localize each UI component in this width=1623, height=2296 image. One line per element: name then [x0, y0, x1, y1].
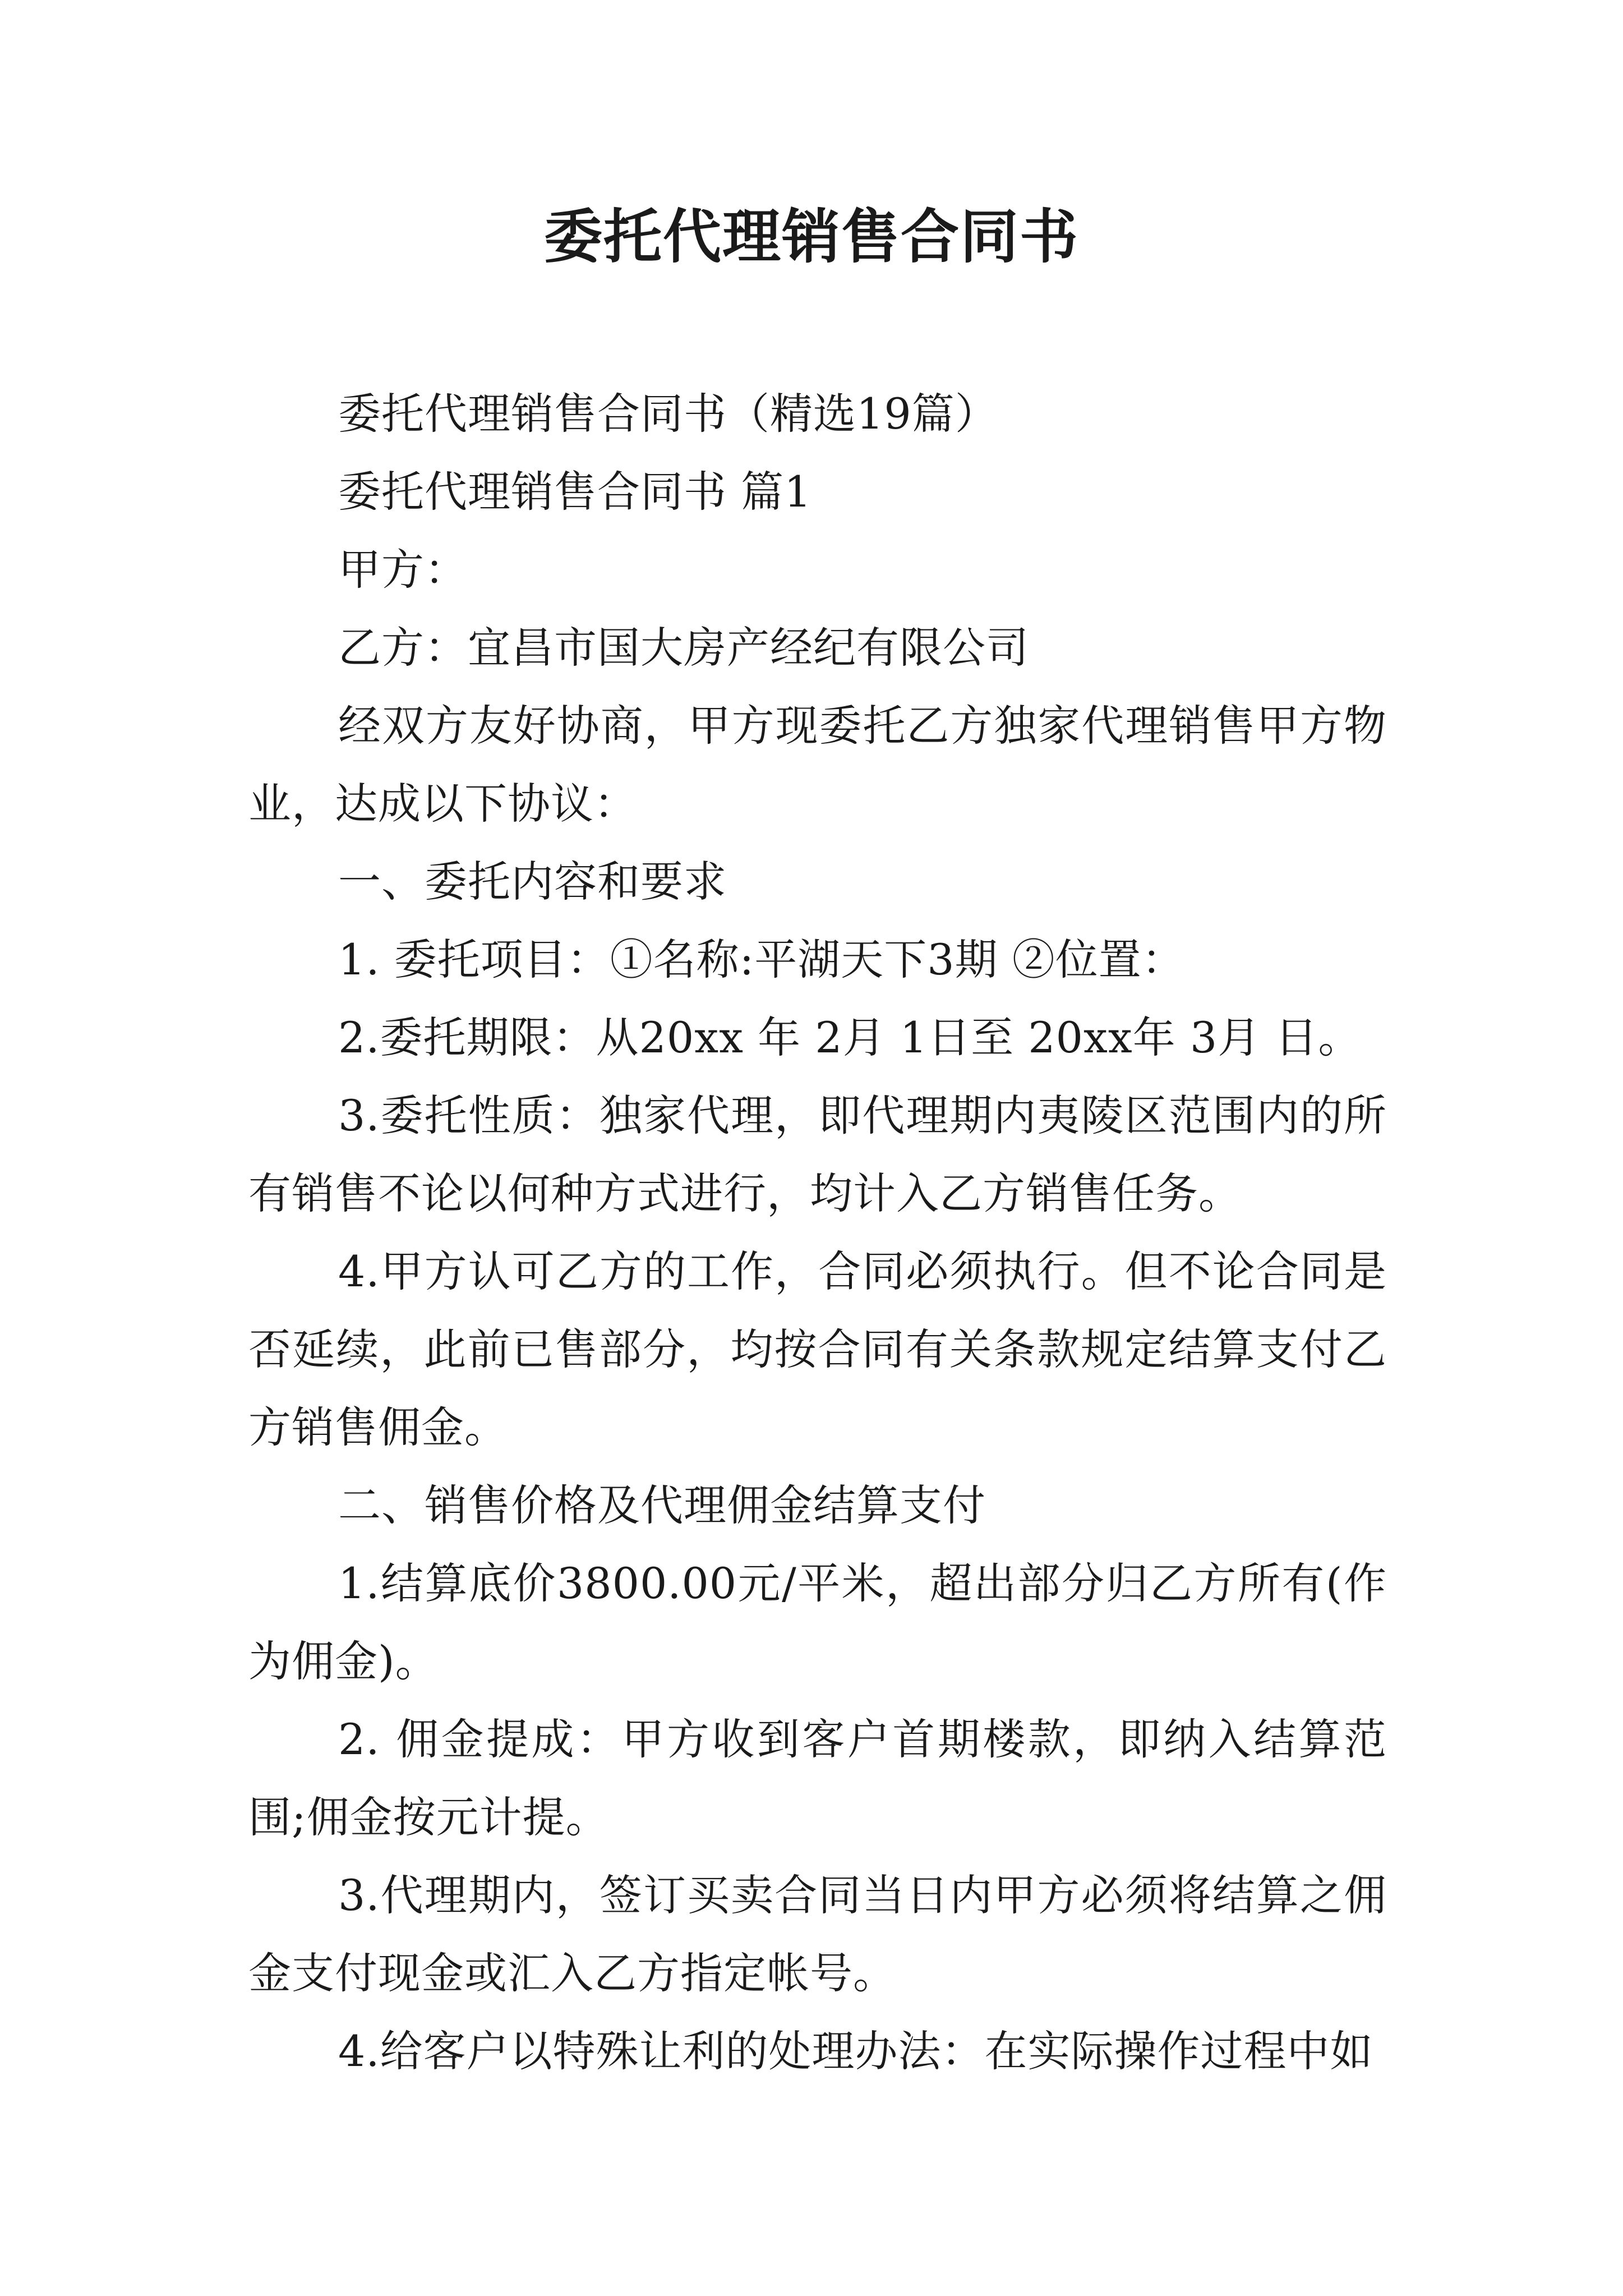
paragraph-item: 1. 委托项目：①名称:平湖天下3期 ②位置：	[338, 935, 1185, 984]
document-title: 委托代理销售合同书	[543, 203, 1079, 271]
paragraph-item: 2.委托期限：从20xx 年 2月 1日至 20xx年 3月 日。	[338, 1013, 1362, 1062]
paragraph-party-b: 乙方：宜昌市国大房产经纪有限公司	[338, 623, 1029, 673]
paragraph-item: 3.委托性质：独家代理，即代理期内夷陵区范围内的所有销售不论以何种方式进行，均计入乙方销售任务。	[248, 1091, 1387, 1218]
paragraph-item: 2. 佣金提成：甲方收到客户首期楼款，即纳入结算范围;佣金按元计提。	[248, 1714, 1387, 1842]
paragraph-item: 1.结算底价3800.00元/平米，超出部分归乙方所有(作为佣金)。	[248, 1558, 1387, 1686]
paragraph-heading-1: 一、委托内容和要求	[338, 857, 727, 907]
paragraph-item: 3.代理期内，签订买卖合同当日内甲方必须将结算之佣金支付现金或汇入乙方指定帐号。	[248, 1870, 1387, 1998]
paragraph-section-heading: 委托代理销售合同书 篇1	[338, 467, 812, 517]
paragraph-item: 4.给客户以特殊让利的处理办法：在实际操作过程中如	[338, 2026, 1373, 2076]
paragraph-subtitle: 委托代理销售合同书（精选19篇）	[338, 389, 998, 439]
document-body	[248, 375, 1387, 2090]
paragraph-heading-2: 二、销售价格及代理佣金结算支付	[338, 1480, 986, 1530]
paragraph-party-a: 甲方：	[338, 545, 468, 595]
paragraph-preamble: 经双方友好协商，甲方现委托乙方独家代理销售甲方物业，达成以下协议：	[248, 701, 1387, 829]
paragraph-item: 4.甲方认可乙方的工作，合同必须执行。但不论合同是否延续，此前已售部分，均按合同有关条款规定结算支付乙方销售佣金。	[248, 1246, 1387, 1452]
